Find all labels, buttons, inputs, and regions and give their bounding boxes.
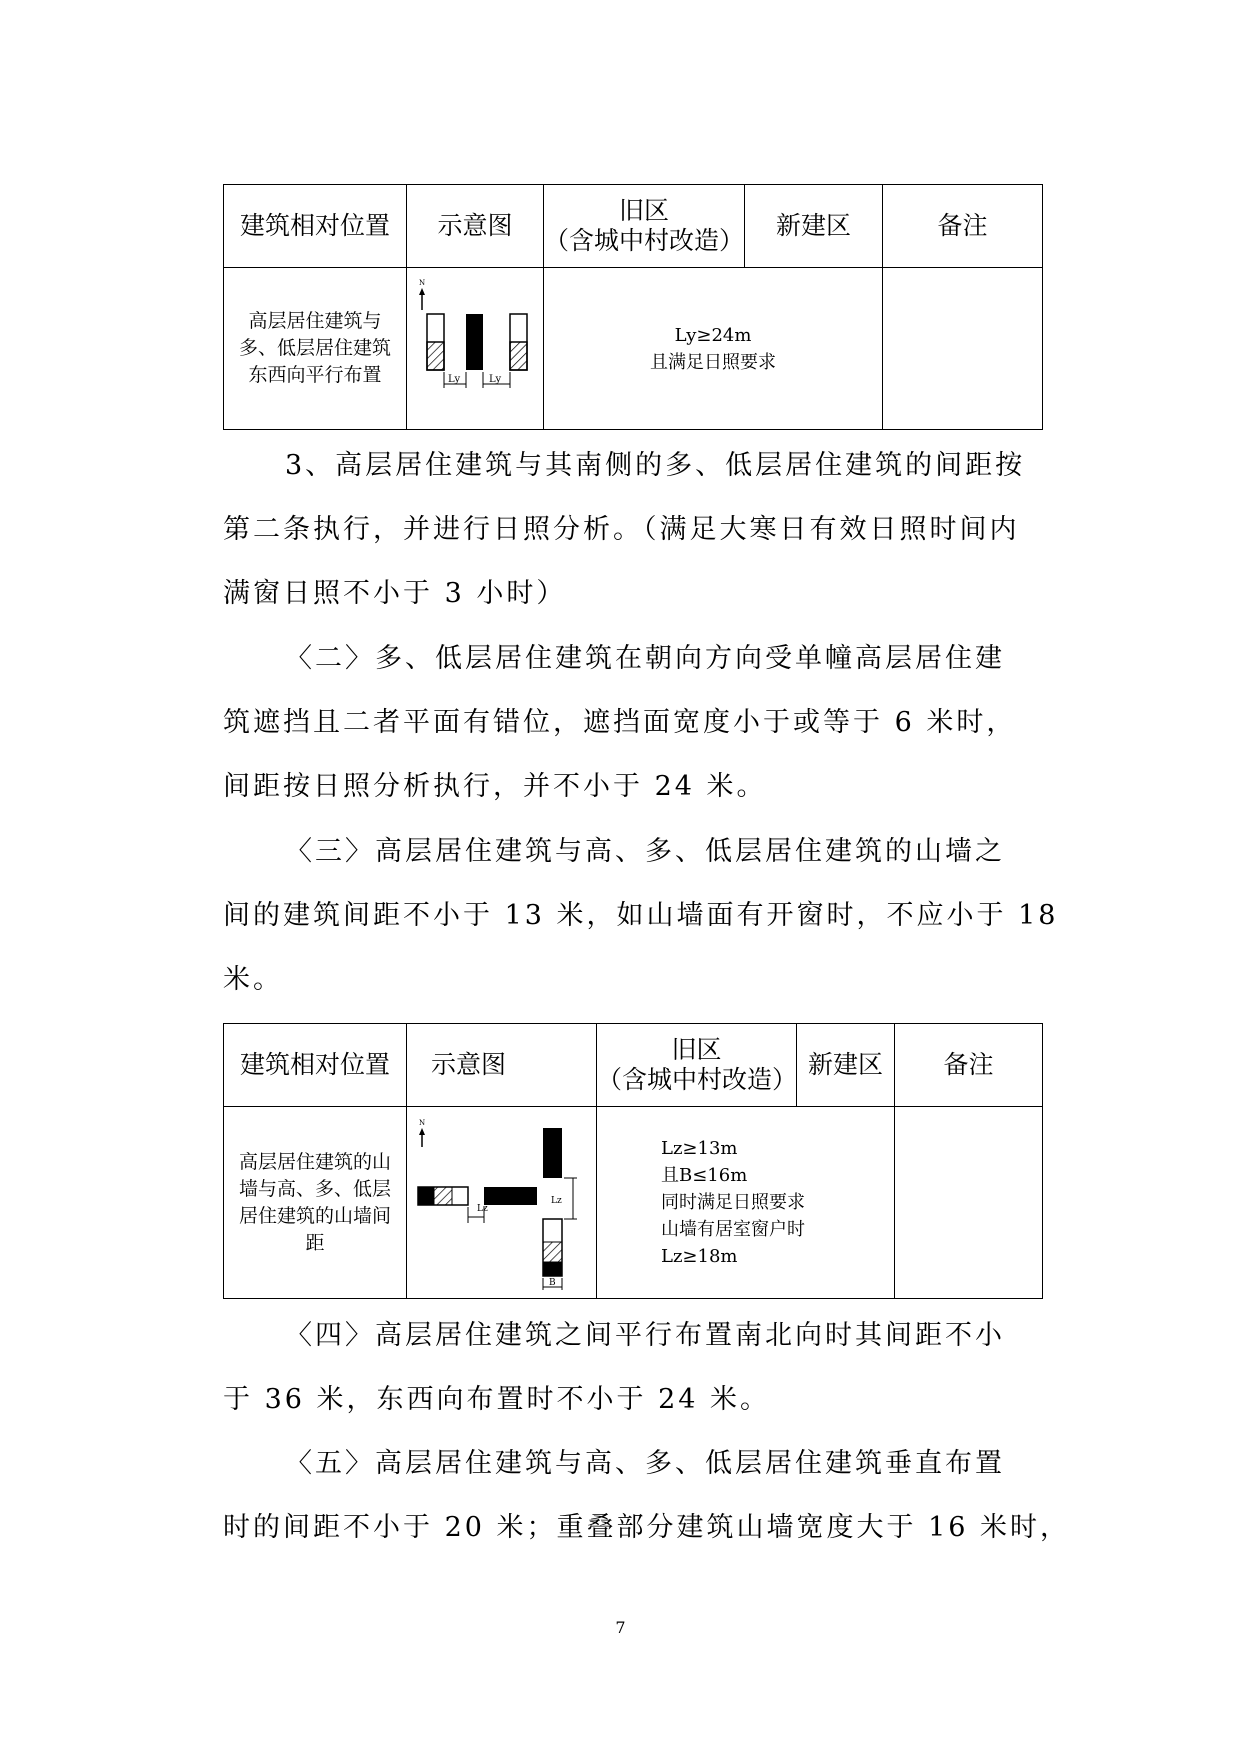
rule-line: Lz≥18m xyxy=(661,1246,738,1267)
position-line: 墙与高、多、低层 xyxy=(238,1177,391,1200)
header-old-line2: （含城中村改造） xyxy=(544,226,745,255)
position-line: 高层居住建筑的山 xyxy=(238,1150,391,1173)
header-old-line1: 旧区 xyxy=(671,1035,722,1064)
paragraph-3 xyxy=(223,434,1045,626)
lz-label-horizontal: Lz xyxy=(477,1204,488,1214)
header-new-district: 新建区 xyxy=(797,1024,895,1107)
lz-label-vertical: Lz xyxy=(551,1196,562,1206)
rule-line: 且满足日照要求 xyxy=(650,351,776,373)
text-line: 米。 xyxy=(223,964,283,995)
header-position: 建筑相对位置 xyxy=(224,185,407,268)
header-position: 建筑相对位置 xyxy=(224,1024,407,1107)
dimension-lz-vertical xyxy=(551,1178,577,1219)
text-line: 时的间距不小于 20 米；重叠部分建筑山墙宽度大于 16 米时， xyxy=(223,1512,1071,1543)
cell-note xyxy=(895,1107,1043,1299)
header-old-line2: （含城中村改造） xyxy=(597,1065,798,1094)
north-label: N xyxy=(419,1119,426,1127)
east-west-parallel-diagram xyxy=(407,268,544,425)
cell-rule xyxy=(544,268,883,430)
gable-wall-spacing-diagram xyxy=(407,1107,597,1294)
table-header-row xyxy=(224,185,1043,268)
dimension-b xyxy=(543,1278,562,1290)
paragraph-section-2 xyxy=(223,627,1045,819)
high-rise-horizontal xyxy=(484,1187,537,1205)
ly-label-left: Ly xyxy=(448,374,461,385)
cell-rule xyxy=(597,1107,895,1299)
header-diagram: 示意图 xyxy=(407,185,544,268)
text-line: 〈五〉高层居住建筑与高、多、低层居住建筑垂直布置 xyxy=(285,1448,1005,1479)
header-diagram: 示意图 xyxy=(407,1024,597,1107)
paragraph-section-3 xyxy=(223,820,1059,1012)
table-building-spacing-1 xyxy=(223,184,1043,430)
paragraph-section-4 xyxy=(223,1304,1045,1432)
rule-line: Lz≥13m xyxy=(661,1138,738,1159)
north-arrow-icon xyxy=(419,279,425,310)
cell-diagram xyxy=(407,1107,597,1299)
position-line: 高层居住建筑与 xyxy=(248,310,382,332)
header-new-district: 新建区 xyxy=(745,185,883,268)
text-line: 第二条执行，并进行日照分析。（满足大寒日有效日照时间内 xyxy=(223,514,1020,545)
table-row xyxy=(224,1107,1043,1299)
table-building-spacing-2 xyxy=(223,1023,1043,1299)
paragraph-section-5 xyxy=(223,1432,1071,1560)
rule-line: Ly≥24m xyxy=(674,324,752,346)
table-row xyxy=(224,268,1043,430)
high-rise-vertical xyxy=(543,1128,562,1178)
header-old-line1: 旧区 xyxy=(618,196,669,225)
cell-position xyxy=(224,268,407,430)
dimension-lz-horizontal xyxy=(468,1204,488,1223)
position-line: 居住建筑的山墙间 xyxy=(238,1204,391,1227)
text-line: 〈二〉多、低层居住建筑在朝向方向受单幢高层居住建 xyxy=(285,643,1005,674)
position-line: 距 xyxy=(305,1231,325,1254)
header-old-district xyxy=(544,185,745,268)
position-line: 东西向平行布置 xyxy=(248,364,382,386)
text-line: 于 36 米，东西向布置时不小于 24 米。 xyxy=(223,1384,771,1415)
b-label: B xyxy=(549,1278,556,1288)
rule-line: 同时满足日照要求 xyxy=(661,1192,805,1213)
north-label: N xyxy=(419,279,426,287)
text-line: 满窗日照不小于 3 小时） xyxy=(223,578,567,609)
rule-line: 且B≤16m xyxy=(661,1165,748,1186)
dimension-ly-right xyxy=(483,372,510,388)
header-old-district xyxy=(597,1024,797,1107)
text-line: 筑遮挡且二者平面有错位，遮挡面宽度小于或等于 6 米时， xyxy=(223,707,1017,738)
cell-position xyxy=(224,1107,407,1299)
north-arrow-icon xyxy=(419,1119,425,1147)
page-number: 7 xyxy=(615,1618,626,1637)
text-line: 〈四〉高层居住建筑之间平行布置南北向时其间距不小 xyxy=(285,1320,1005,1351)
cell-diagram xyxy=(407,268,544,430)
text-line: 间的建筑间距不小于 13 米，如山墙面有开窗时，不应小于 18 xyxy=(223,900,1059,931)
header-note: 备注 xyxy=(883,185,1043,268)
position-line: 多、低层居住建筑 xyxy=(238,337,391,359)
rule-line: 山墙有居室窗户时 xyxy=(661,1219,805,1240)
text-line: 〈三〉高层居住建筑与高、多、低层居住建筑的山墙之 xyxy=(285,836,1005,867)
dimension-ly-left xyxy=(444,372,466,388)
cell-note xyxy=(883,268,1043,430)
header-note: 备注 xyxy=(895,1024,1043,1107)
text-line: 3、高层居住建筑与其南侧的多、低层居住建筑的间距按 xyxy=(285,450,1026,481)
high-rise-building xyxy=(466,314,483,370)
table-header-row xyxy=(224,1024,1043,1107)
text-line: 间距按日照分析执行，并不小于 24 米。 xyxy=(223,771,767,802)
ly-label-right: Ly xyxy=(489,374,502,385)
